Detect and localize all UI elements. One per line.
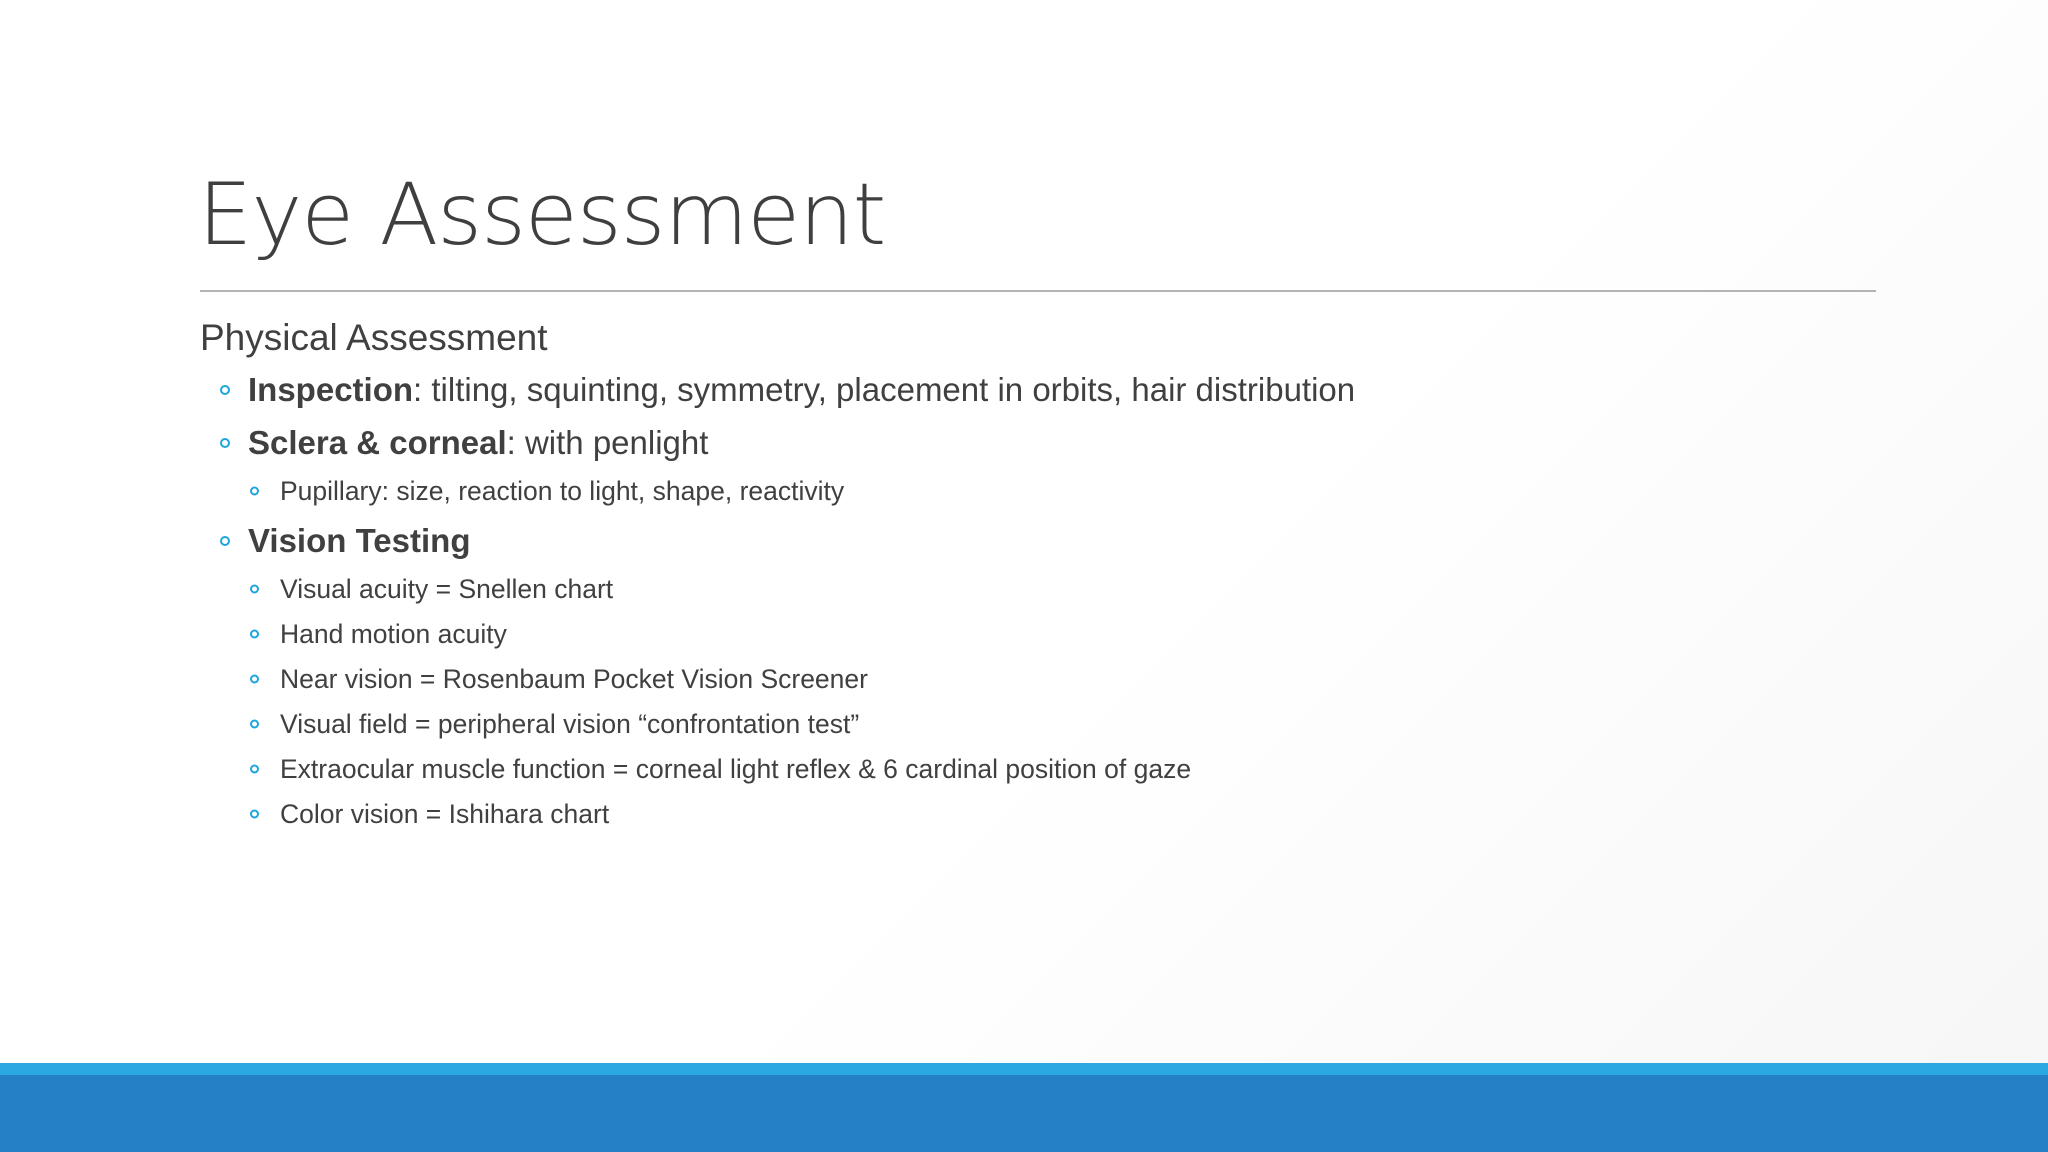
circle-bullet-icon (250, 810, 259, 819)
sub-bullet-visual-field (200, 706, 1840, 742)
sub-bullet-near-vision (200, 661, 1840, 697)
circle-bullet-icon (250, 585, 259, 594)
section-heading: Physical Assessment (200, 317, 548, 358)
sub-bullet-text: Extraocular muscle function = corneal light reflex & 6 cardinal position of gaze (280, 754, 1192, 784)
footer-band (0, 1075, 2048, 1152)
sub-bullet-text: Pupillary: size, reaction to light, shape, reactivity (280, 476, 845, 506)
sub-bullet-visual-acuity (200, 571, 1840, 607)
circle-bullet-icon (250, 487, 259, 496)
circle-bullet-icon (250, 720, 259, 729)
bullet-term: Vision Testing (248, 522, 471, 559)
sub-bullet-text: Color vision = Ishihara chart (280, 799, 610, 829)
bullet-text: : with penlight (506, 424, 709, 461)
circle-bullet-icon (250, 675, 259, 684)
bullet-vision-testing (200, 518, 1840, 564)
sub-bullet-color-vision (200, 796, 1840, 832)
sub-bullet-text: Visual acuity = Snellen chart (280, 574, 614, 604)
sub-bullet-hand-motion (200, 616, 1840, 652)
sub-bullet-pupillary (200, 473, 1840, 509)
sub-bullet-extraocular (200, 751, 1840, 787)
footer-accent-stripe (0, 1063, 2048, 1075)
sub-bullet-text: Hand motion acuity (280, 619, 507, 649)
title-divider (200, 290, 1876, 292)
sub-bullet-text: Near vision = Rosenbaum Pocket Vision Screener (280, 664, 868, 694)
circle-bullet-icon (220, 536, 230, 546)
circle-bullet-icon (250, 630, 259, 639)
slide-title: Eye Assessment (198, 165, 886, 265)
bullet-inspection (200, 367, 1840, 413)
circle-bullet-icon (220, 385, 230, 395)
circle-bullet-icon (220, 438, 230, 448)
bullet-text: : tilting, squinting, symmetry, placement in orbits, hair distribution (413, 371, 1356, 408)
sub-bullet-text: Visual field = peripheral vision “confrontation test” (280, 709, 860, 739)
circle-bullet-icon (250, 765, 259, 774)
slide-body (200, 313, 1840, 841)
bullet-term: Sclera & corneal (248, 424, 507, 461)
bullet-term: Inspection (248, 371, 414, 408)
bullet-sclera-corneal (200, 420, 1840, 466)
